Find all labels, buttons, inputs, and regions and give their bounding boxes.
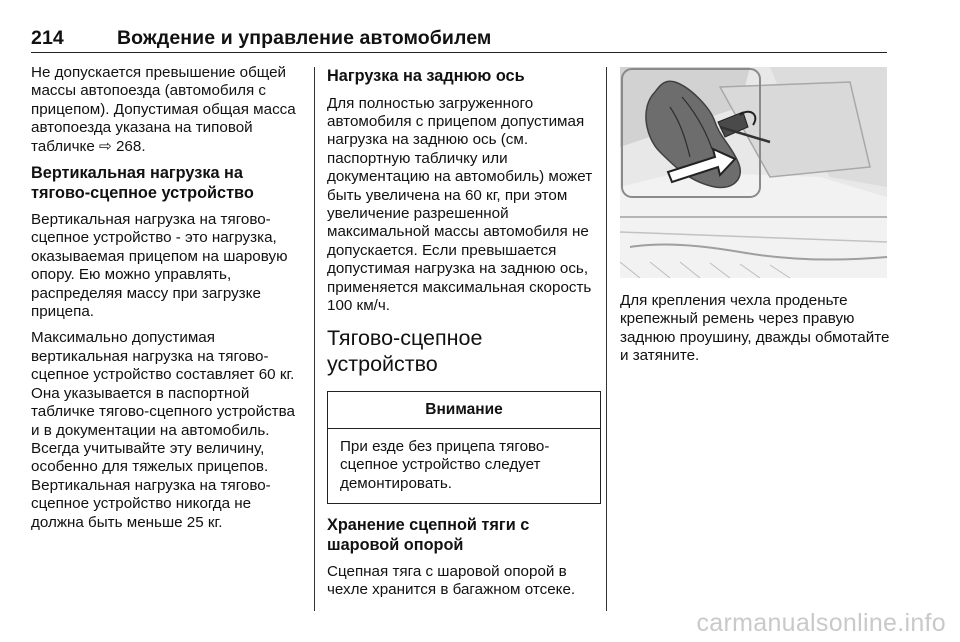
warning-box	[327, 391, 601, 504]
warning-text: При езде без прицепа тягово-сцепное устройство следует демонтировать.	[340, 437, 550, 492]
paragraph-rear-axle-load: Для полностью загруженного автомобиля с прицепом допустимая нагрузка на заднюю ось (см. паспортную табличку или документацию на автомобиль) может быть увеличена на 60 кг, при этом увеличение разрешенной максимальной массы автомобиля не допускается. Если превышается допустимая нагрузка на заднюю ось, применяется максимальная скорость 100 км/ч.	[327, 94, 593, 314]
paragraph-towbar-storage: Сцепная тяга с шаровой опорой в чехле хранится в багажном отсеке.	[327, 563, 576, 599]
page-title: Вождение и управление автомобилем	[117, 27, 492, 49]
warning-title: Внимание	[328, 392, 600, 428]
paragraph-max-vertical-load: Максимально допустимая вертикальная нагрузка на тягово-сцепное устройство составляет 60 кг. Она указывается в паспортной табличке тягово-сцепного устройства и в документации на автомобиль. Всегда учитывайте эту величину, особенно для тяжелых прицепов. Вертикальная нагрузка на тягово-сцепное устройство никогда не должна быть меньше 25 кг.	[31, 329, 295, 531]
trunk-illustration-svg	[620, 67, 887, 278]
heading-rear-axle-load: Нагрузка на заднюю ось	[327, 67, 525, 85]
column-3	[620, 292, 890, 374]
heading-towbar-storage: Хранение сцепной тяги с шаровой опорой	[327, 516, 530, 554]
column-divider-1	[314, 67, 315, 611]
heading-vertical-load: Вертикальная нагрузка на тягово-сцепное устройство	[31, 164, 254, 202]
paragraph-total-mass: Не допускается превышение общей массы автопоезда (автомобиля с прицепом). Допустимая общая масса автопоезда указана на типовой табличке ⇨ 268.	[31, 64, 296, 155]
towbar-storage-illustration	[620, 67, 887, 278]
header-rule	[31, 52, 887, 53]
paragraph-strap-fastening: Для крепления чехла проденьте крепежный ремень через правую заднюю проушину, дважды обмотайте и затяните.	[620, 292, 890, 365]
column-1	[31, 64, 301, 540]
watermark: carmanualsonline.info	[696, 609, 946, 637]
page-reference-link[interactable]: ⇨ 268	[99, 137, 142, 155]
paragraph-vertical-load-definition: Вертикальная нагрузка на тягово-сцепное устройство - это нагрузка, оказываемая прицепом на шаровую опору. Ею можно управлять, распределяя массу при загрузке прицепа.	[31, 211, 288, 321]
page-number: 214	[31, 27, 64, 49]
column-2	[327, 64, 593, 608]
page-header	[31, 27, 887, 53]
page-ref-arrow-icon: ⇨	[99, 137, 112, 155]
column-divider-2	[606, 67, 607, 611]
heading-towbar: Тягово-сцепное устройство	[327, 326, 483, 377]
